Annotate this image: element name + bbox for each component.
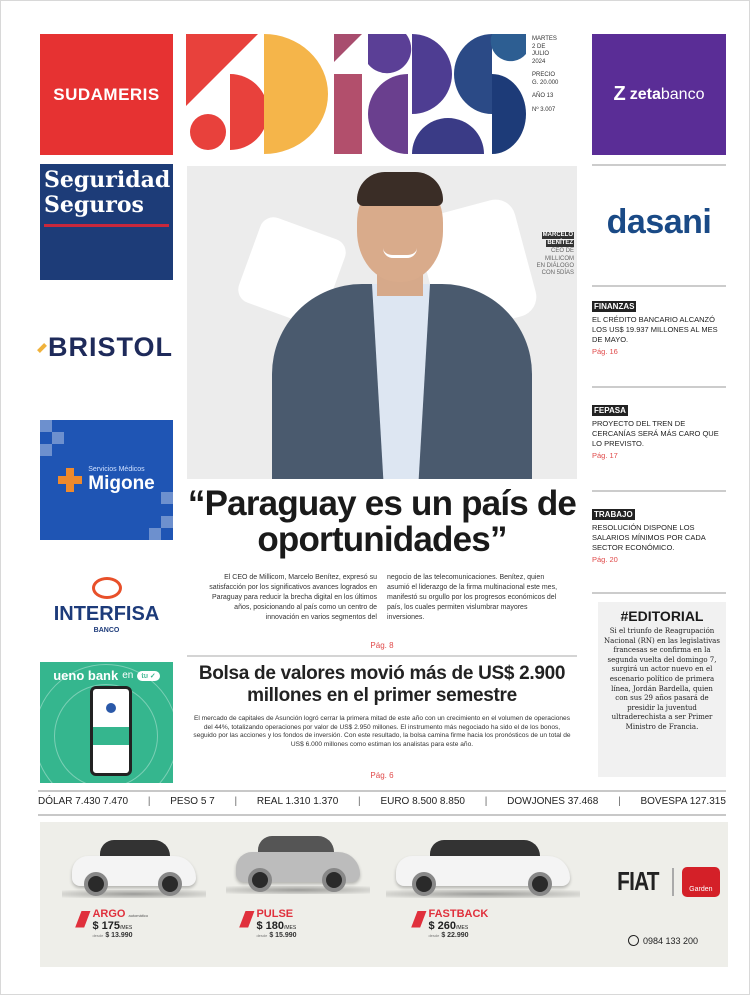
divider xyxy=(592,592,726,594)
ad-migone[interactable] xyxy=(40,420,173,540)
deal-pulse: //// PULSE $ 180/MES desde $ 15.990 xyxy=(240,907,297,939)
caption-role: CEO DE xyxy=(550,248,574,255)
ticker-peso: PESO 5 7 xyxy=(170,796,215,807)
ticker-dolar: DÓLAR 7.430 7.470 xyxy=(38,796,129,807)
ticker-euro: EURO 8.500 8.850 xyxy=(380,796,465,807)
lead-column-1: El CEO de Millicom, Marcelo Benítez, expresó su satisfacción por los significativos avances logrados en Paraguay para reducir la brecha digital en los últimos años, posicionando al país como un centro de innovación en varios segmentos del xyxy=(209,574,377,621)
divider xyxy=(592,386,726,388)
ad-seguridad-seguros[interactable] xyxy=(40,164,173,280)
phone-avatar-icon xyxy=(106,703,116,713)
brief-page: Pág. 16 xyxy=(592,347,618,356)
brief-page: Pág. 17 xyxy=(592,451,618,460)
brief-finanzas[interactable] xyxy=(592,296,726,356)
lead-column-2: negocio de las telecomunicaciones. Benítez, quien asumió el liderazgo de la firma multinacional este mes, manifestó su orgullo por los progresos económicos del país, los cuales permiten vislumbrar mayores inversiones. xyxy=(387,574,558,621)
brief-text: EL CRÉDITO BANCARIO ALCANZÓ LOS US$ 19.937 MILLONES AL MES DE MAYO. xyxy=(592,315,718,344)
issue-info xyxy=(532,36,588,114)
interfisa-emblem-icon xyxy=(92,577,122,599)
ad-zetabanco[interactable] xyxy=(592,34,726,155)
ueno-brand: ueno bank xyxy=(53,668,119,683)
ueno-pill: tu ✓ xyxy=(137,671,159,681)
brief-tag: FINANZAS xyxy=(594,302,635,311)
date-line: 2024 xyxy=(532,58,546,65)
stripes-icon: //// xyxy=(412,907,421,932)
ad-ueno-bank[interactable] xyxy=(40,662,173,783)
date-line: 2 DE xyxy=(532,43,546,50)
brief-page: Pág. 20 xyxy=(592,555,618,564)
caption-role: CON 5DÍAS xyxy=(541,270,574,277)
ticker-bovespa: BOVESPA 127.315 xyxy=(640,796,726,807)
migone-subtitle: Servicios Médicos xyxy=(88,465,145,473)
date-line: MARTES xyxy=(532,36,557,42)
zeta-z-icon: Z xyxy=(613,83,626,105)
ad-bristol[interactable] xyxy=(40,305,173,390)
zeta-light-text: banco xyxy=(660,85,705,103)
decor-square xyxy=(149,528,161,540)
phone-illustration xyxy=(90,686,132,776)
second-story-body: El mercado de capitales de Asunción logró cerrar la primera mitad de este año con un crecimiento en el volumen de operaciones del 44%, totalizando operaciones por valor de US$ 2.950 millones. El instrumento más negociado ha sido el de los bonos, seguido por las acciones y los fondos de inversión. Con este resultado, la bolsa camina firme hacia los pronósticos de un total de US$ 6.000 millones como estiman los analistas para este año. xyxy=(193,715,571,748)
ueno-word: en xyxy=(122,670,134,681)
brief-text: RESOLUCIÓN DISPONE LOS SALARIOS MÍNIMOS POR CADA SECTOR ECONÓMICO. xyxy=(592,523,706,552)
decor-square xyxy=(40,444,52,456)
bristol-logo-text: BRISTOL xyxy=(47,332,173,362)
fiat-garden-logo xyxy=(612,866,720,897)
garden-badge: Garden xyxy=(682,867,720,897)
seguridad-logo-line1: Seguridad xyxy=(44,167,171,193)
divider xyxy=(592,164,726,166)
year-label: AÑO 13 xyxy=(532,93,554,99)
ad-dasani[interactable] xyxy=(592,175,726,270)
ad-fiat-garden[interactable] xyxy=(40,822,728,967)
editorial-box[interactable] xyxy=(598,602,726,777)
whatsapp-icon xyxy=(628,935,639,946)
car-fastback-image xyxy=(396,836,570,898)
stripes-icon: //// xyxy=(76,907,85,932)
divider xyxy=(187,655,577,657)
brief-text: PROYECTO DEL TREN DE CERCANÍAS SERÁ MÁS CARO QUE LO PREVISTO. xyxy=(592,419,719,448)
main-story-page[interactable]: Pág. 8 xyxy=(370,641,394,650)
caption-role: MILLICOM xyxy=(544,255,574,262)
brief-trabajo[interactable] xyxy=(592,504,726,564)
editorial-title: #EDITORIAL xyxy=(620,608,704,624)
decor-square xyxy=(40,420,52,432)
seguridad-red-bar xyxy=(44,224,169,227)
medical-cross-icon xyxy=(58,468,82,492)
issue-number: Nº 3.007 xyxy=(532,106,556,113)
divider xyxy=(592,490,726,492)
interfisa-logo-text: INTERFISA xyxy=(53,602,160,625)
car-argo-image xyxy=(72,836,196,898)
second-headline[interactable]: Bolsa de valores movió más de US$ 2.900 millones en el primer semestre xyxy=(198,663,566,706)
migone-logo-text: Migone xyxy=(88,472,155,494)
photo-caption xyxy=(528,232,574,277)
car-pulse-image xyxy=(236,832,360,894)
deal-fastback: //// FASTBACK $ 260/MES desde $ 22.990 xyxy=(412,907,489,939)
brief-fepasa[interactable] xyxy=(592,400,726,460)
brief-tag: FEPASA xyxy=(594,406,626,415)
interfisa-subtitle: BANCO xyxy=(93,626,120,634)
decor-square xyxy=(52,432,64,444)
price-label: PRECIO xyxy=(532,72,556,78)
deal-argo: //// ARGO automático $ 175/MES desde $ 13.990 xyxy=(76,907,149,939)
decor-square xyxy=(161,492,173,504)
seguridad-logo-line2: Seguros xyxy=(44,192,144,218)
main-headline[interactable]: “Paraguay es un país de oportunidades” xyxy=(187,484,577,559)
ad-sudameris[interactable] xyxy=(40,34,173,155)
decor-square xyxy=(161,516,173,528)
ticker-dowjones: DOWJONES 37.468 xyxy=(507,796,599,807)
dasani-logo-text: dasani xyxy=(606,203,712,241)
5dias-logo[interactable] xyxy=(186,34,526,156)
sudameris-logo-text: SUDAMERIS xyxy=(53,84,160,104)
whatsapp-contact[interactable] xyxy=(628,935,698,946)
divider xyxy=(592,285,726,287)
brief-tag: TRABAJO xyxy=(594,510,633,519)
divider xyxy=(38,814,726,816)
zeta-bold-text: zeta xyxy=(629,85,661,103)
caption-name: MARCELO xyxy=(542,232,573,238)
divider xyxy=(38,790,726,792)
date-line: JULIO xyxy=(532,51,550,57)
ticker-real: REAL 1.310 1.370 xyxy=(256,796,339,807)
price-value: G. 20.000 xyxy=(532,79,559,86)
second-story-page[interactable]: Pág. 6 xyxy=(370,771,394,780)
main-lead xyxy=(200,573,565,623)
phone-number: 0984 133 200 xyxy=(643,935,699,946)
lead-photo[interactable] xyxy=(187,166,577,479)
ad-interfisa[interactable] xyxy=(40,570,173,640)
fiat-brand: FIAT xyxy=(617,866,659,896)
editorial-text: Si el triunfo de Reagrupación Nacional (RN) en las legislativas francesas se confirma en la segunda vuelta del domingo 7, surgirá un actor nuevo en el escenario político de primera línea, Jordán Bardella, quien con sus 29 años pasará de presidir la juventud ultraderechista a ser Primer Ministro de Francia. xyxy=(604,627,720,731)
stripes-icon: //// xyxy=(240,907,249,932)
caption-name: BENÍTEZ xyxy=(547,240,573,247)
caption-role: EN DIÁLOGO xyxy=(536,262,574,269)
market-ticker: DÓLAR 7.430 7.470 | PESO 5 7 | REAL 1.310 1.370 | EURO 8.500 8.850 | DOWJONES 37.468 | BOVESPA 127.315 xyxy=(38,796,726,807)
